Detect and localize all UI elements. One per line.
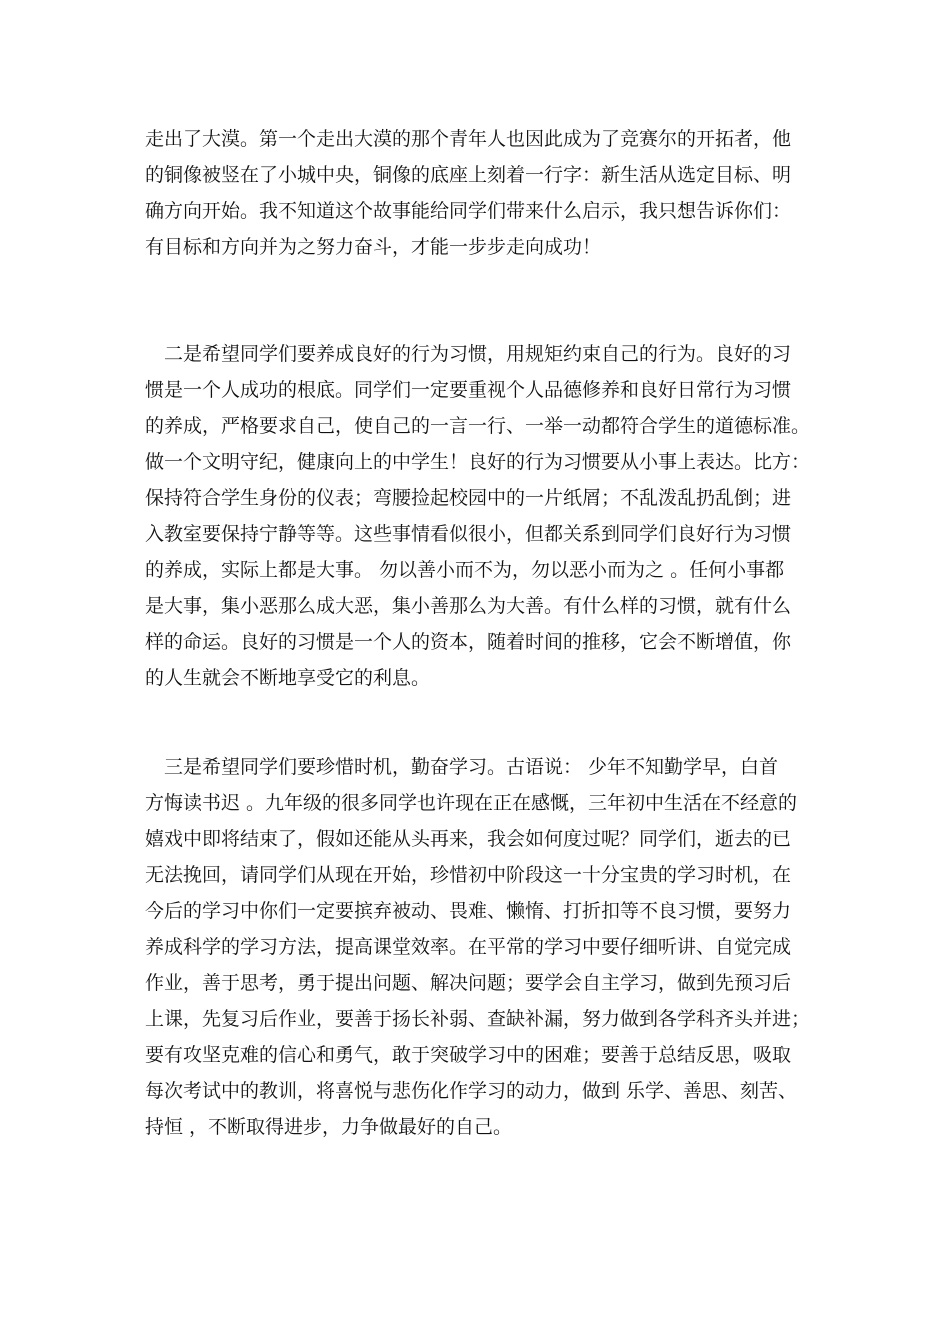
text-line: 作业，善于思考，勇于提出问题、解决问题；要学会自主学习，做到先预习后 — [145, 972, 792, 994]
text-line: 保持符合学生身份的仪表；弯腰捡起校园中的一片纸屑；不乱泼乱扔乱倒；进 — [145, 487, 792, 509]
text-line: 入教室要保持宁静等等。这些事情看似很小，但都关系到同学们良好行为习惯 — [145, 523, 792, 545]
text-line: 上课，先复习后作业，要善于扬长补弱、查缺补漏，努力做到各学科齐头并进； — [145, 1008, 811, 1030]
text-line: 的铜像被竖在了小城中央，铜像的底座上刻着一行字：新生活从选定目标、明 — [145, 164, 792, 186]
paragraph-story-conclusion — [145, 121, 825, 265]
text-line: 无法挽回，请同学们从现在开始，珍惜初中阶段这一十分宝贵的学习时机，在 — [145, 864, 792, 886]
text-line: 方悔读书迟 。九年级的很多同学也许现在正在感慨，三年初中生活在不经意的 — [145, 792, 798, 814]
text-line: 走出了大漠。第一个走出大漠的那个青年人也因此成为了竞赛尔的开拓者，他 — [145, 128, 792, 150]
text-line: 三是希望同学们要珍惜时机，勤奋学习。古语说： 少年不知勤学早，白首 — [145, 756, 779, 778]
text-line: 的养成，实际上都是大事。 勿以善小而不为，勿以恶小而为之 。任何小事都 — [145, 559, 785, 581]
text-line: 持恒 ，不断取得进步，力争做最好的自己。 — [145, 1116, 513, 1138]
paragraph-behavior-habits — [145, 336, 825, 696]
text-line: 是大事，集小恶那么成大恶，集小善那么为大善。有什么样的习惯，就有什么 — [145, 595, 792, 617]
paragraph-study-diligently — [145, 749, 825, 1145]
text-line: 的养成，严格要求自己，使自己的一言一行、一举一动都符合学生的道德标准。 — [145, 415, 811, 437]
text-line: 的人生就会不断地享受它的利息。 — [145, 667, 431, 689]
text-line: 样的命运。良好的习惯是一个人的资本，随着时间的推移，它会不断增值，你 — [145, 631, 792, 653]
text-line: 要有攻坚克难的信心和勇气，敢于突破学习中的困难；要善于总结反思，吸取 — [145, 1044, 792, 1066]
text-line: 惯是一个人成功的根底。同学们一定要重视个人品德修养和良好日常行为习惯 — [145, 379, 792, 401]
text-line: 二是希望同学们要养成良好的行为习惯，用规矩约束自己的行为。良好的习 — [145, 343, 792, 365]
text-line: 每次考试中的教训，将喜悦与悲伤化作学习的动力，做到 乐学、善思、刻苦、 — [145, 1080, 798, 1102]
text-line: 养成科学的学习方法，提高课堂效率。在平常的学习中要仔细听讲、自觉完成 — [145, 936, 792, 958]
text-line: 今后的学习中你们一定要摈弃被动、畏难、懒惰、打折扣等不良习惯，要努力 — [145, 900, 792, 922]
text-line: 确方向开始。我不知道这个故事能给同学们带来什么启示，我只想告诉你们： — [145, 200, 792, 222]
text-line: 嬉戏中即将结束了，假如还能从头再来，我会如何度过呢？同学们，逝去的已 — [145, 828, 792, 850]
text-line: 有目标和方向并为之努力奋斗，才能一步步走向成功！ — [145, 236, 602, 258]
text-line: 做一个文明守纪，健康向上的中学生！良好的行为习惯要从小事上表达。比方： — [145, 451, 811, 473]
